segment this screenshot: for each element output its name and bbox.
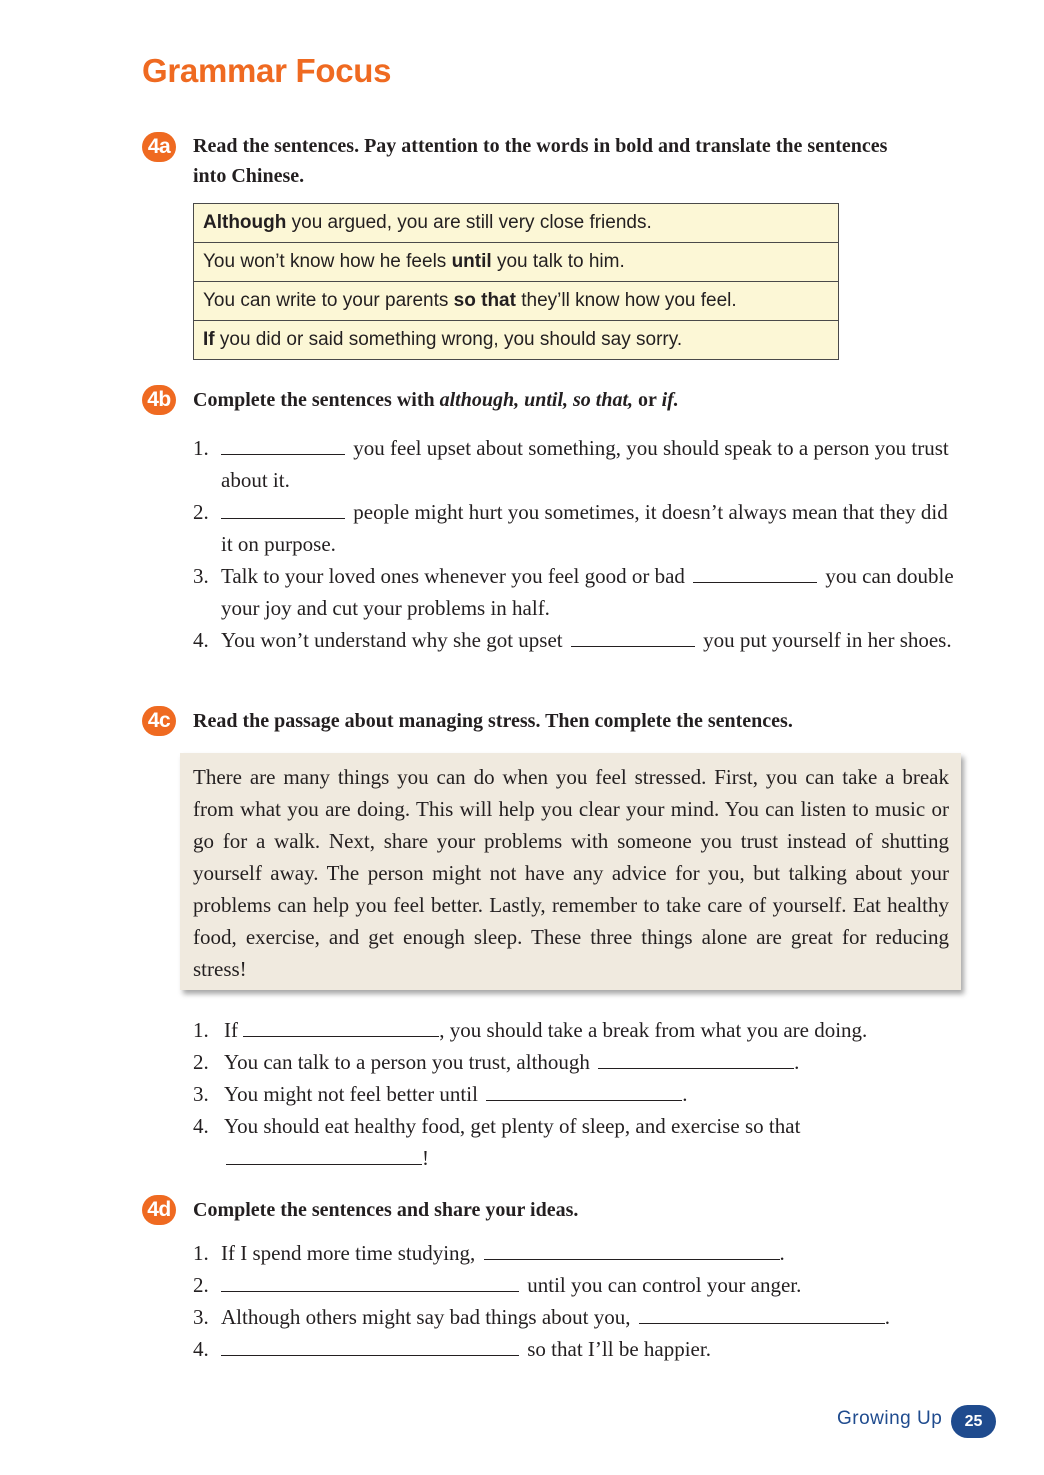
answer-blank[interactable] [484, 1237, 780, 1260]
list-item: 4. You should eat healthy food, get plenty of sleep, and exercise so that ! [193, 1114, 801, 1170]
instruction-4d: Complete the sentences and share your ideas. [193, 1199, 579, 1221]
list-item: 1. If I spend more time studying, . [193, 1237, 973, 1269]
answer-blank[interactable] [639, 1301, 885, 1324]
answer-blank[interactable] [243, 1014, 439, 1037]
list-item: 2. You can talk to a person you trust, although . [193, 1046, 963, 1078]
list-item: 4. You won’t understand why she got upset you put yourself in her shoes. [193, 624, 963, 656]
passage-box: There are many things you can do when you feel stressed. First, you can take a break from what you are doing. This will help you clear your mind. You can listen to music or go for a walk. Next, share your problems with someone you trust instead of shutting yourself away. The person might not have any advice for you, but talking about your problems can help you feel better. Lastly, remember to take care of yourself. Eat healthy food, exercise, and get enough sleep. These three things alone are great for reducing stress! [180, 753, 961, 990]
answer-blank[interactable] [221, 1269, 519, 1292]
answer-blank[interactable] [571, 624, 695, 647]
grammar-row-2: You won’t know how he feels until you talk to him. [194, 242, 838, 281]
answer-blank[interactable] [598, 1046, 794, 1069]
section-badge-4a: 4a [142, 132, 176, 162]
list-item: 1. you feel upset about something, you should speak to a person you trust about it. [193, 432, 963, 496]
exercise-list-4d [193, 1237, 973, 1365]
instruction-4c: Read the passage about managing stress. Then complete the sentences. [193, 710, 793, 732]
list-item: 4. so that I’ll be happier. [193, 1333, 973, 1365]
section-badge-4d: 4d [142, 1195, 176, 1225]
exercise-list-4c [193, 1014, 963, 1174]
section-badge-4c: 4c [142, 706, 176, 736]
grammar-row-4: If you did or said something wrong, you should say sorry. [194, 320, 838, 359]
exercise-list-4b [193, 432, 963, 656]
unit-label: Growing Up [837, 1408, 943, 1429]
answer-blank[interactable] [486, 1078, 682, 1101]
grammar-row-3: You can write to your parents so that they’ll know how you feel. [194, 281, 838, 320]
grammar-row-1: Although you argued, you are still very close friends. [203, 212, 652, 233]
answer-blank[interactable] [221, 496, 345, 519]
grammar-table [193, 203, 839, 360]
list-item: 2. until you can control your anger. [193, 1269, 973, 1301]
page-number: 25 [951, 1405, 996, 1438]
instruction-4a: Read the sentences. Pay attention to the words in bold and translate the sentences into Chinese. [193, 135, 888, 187]
section-badge-4b: 4b [142, 385, 176, 415]
answer-blank[interactable] [226, 1142, 422, 1165]
list-item: 3. Talk to your loved ones whenever you feel good or bad you can double your joy and cut your problems in half. [193, 560, 963, 624]
page-title: Grammar Focus [142, 52, 392, 89]
list-item: 3. Although others might say bad things about you, . [193, 1301, 973, 1333]
answer-blank[interactable] [221, 1333, 519, 1356]
list-item: 3. You might not feel better until . [193, 1078, 963, 1110]
answer-blank[interactable] [221, 432, 345, 455]
instruction-4b: Complete the sentences with although, until, so that, or if. [193, 389, 679, 411]
list-item: 2. people might hurt you sometimes, it doesn’t always mean that they did it on purpose. [193, 496, 963, 560]
list-item: 1. If , you should take a break from what you are doing. [193, 1014, 963, 1046]
answer-blank[interactable] [693, 560, 817, 583]
